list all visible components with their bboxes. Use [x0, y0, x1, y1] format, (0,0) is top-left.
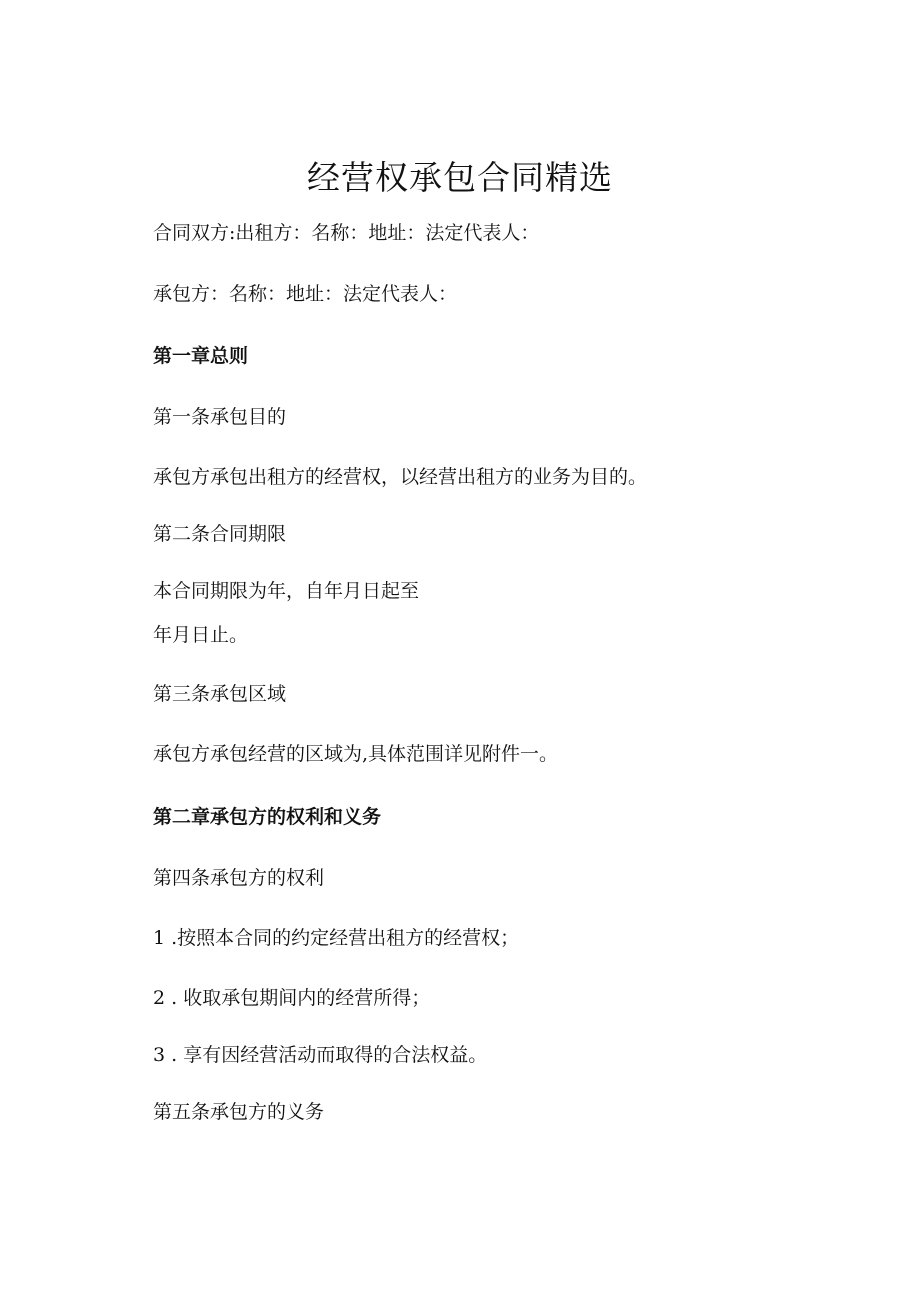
article-3-heading: 第三条承包区域	[153, 683, 287, 705]
document-title: 经营权承包合同精选	[307, 158, 613, 197]
lessor-party-line: 合同双方:出租方：名称：地址：法定代表人：	[153, 222, 540, 244]
article-4-heading: 第四条承包方的权利	[153, 867, 325, 889]
article-2-text-line1: 本合同期限为年，自年月日起至	[153, 580, 420, 602]
chapter-2-heading: 第二章承包方的权利和义务	[153, 806, 382, 828]
article-2-text-line2: 年月日止。	[153, 624, 249, 646]
rights-item-1: 1 .按照本合同的约定经营出租方的经营权；	[153, 927, 520, 949]
rights-item-2: 2 . 收取承包期间内的经营所得；	[153, 987, 431, 1009]
rights-item-3: 3 . 享有因经营活动而取得的合法权益。	[153, 1044, 488, 1066]
contractor-party-line: 承包方：名称：地址：法定代表人：	[153, 283, 458, 305]
article-2-heading: 第二条合同期限	[153, 523, 287, 545]
article-5-heading: 第五条承包方的义务	[153, 1101, 325, 1123]
article-3-text: 承包方承包经营的区域为,具体范围详见附件一。	[153, 743, 559, 765]
chapter-1-heading: 第一章总则	[153, 345, 249, 367]
article-1-text: 承包方承包出租方的经营权，以经营出租方的业务为目的。	[153, 466, 648, 488]
article-1-heading: 第一条承包目的	[153, 406, 287, 428]
